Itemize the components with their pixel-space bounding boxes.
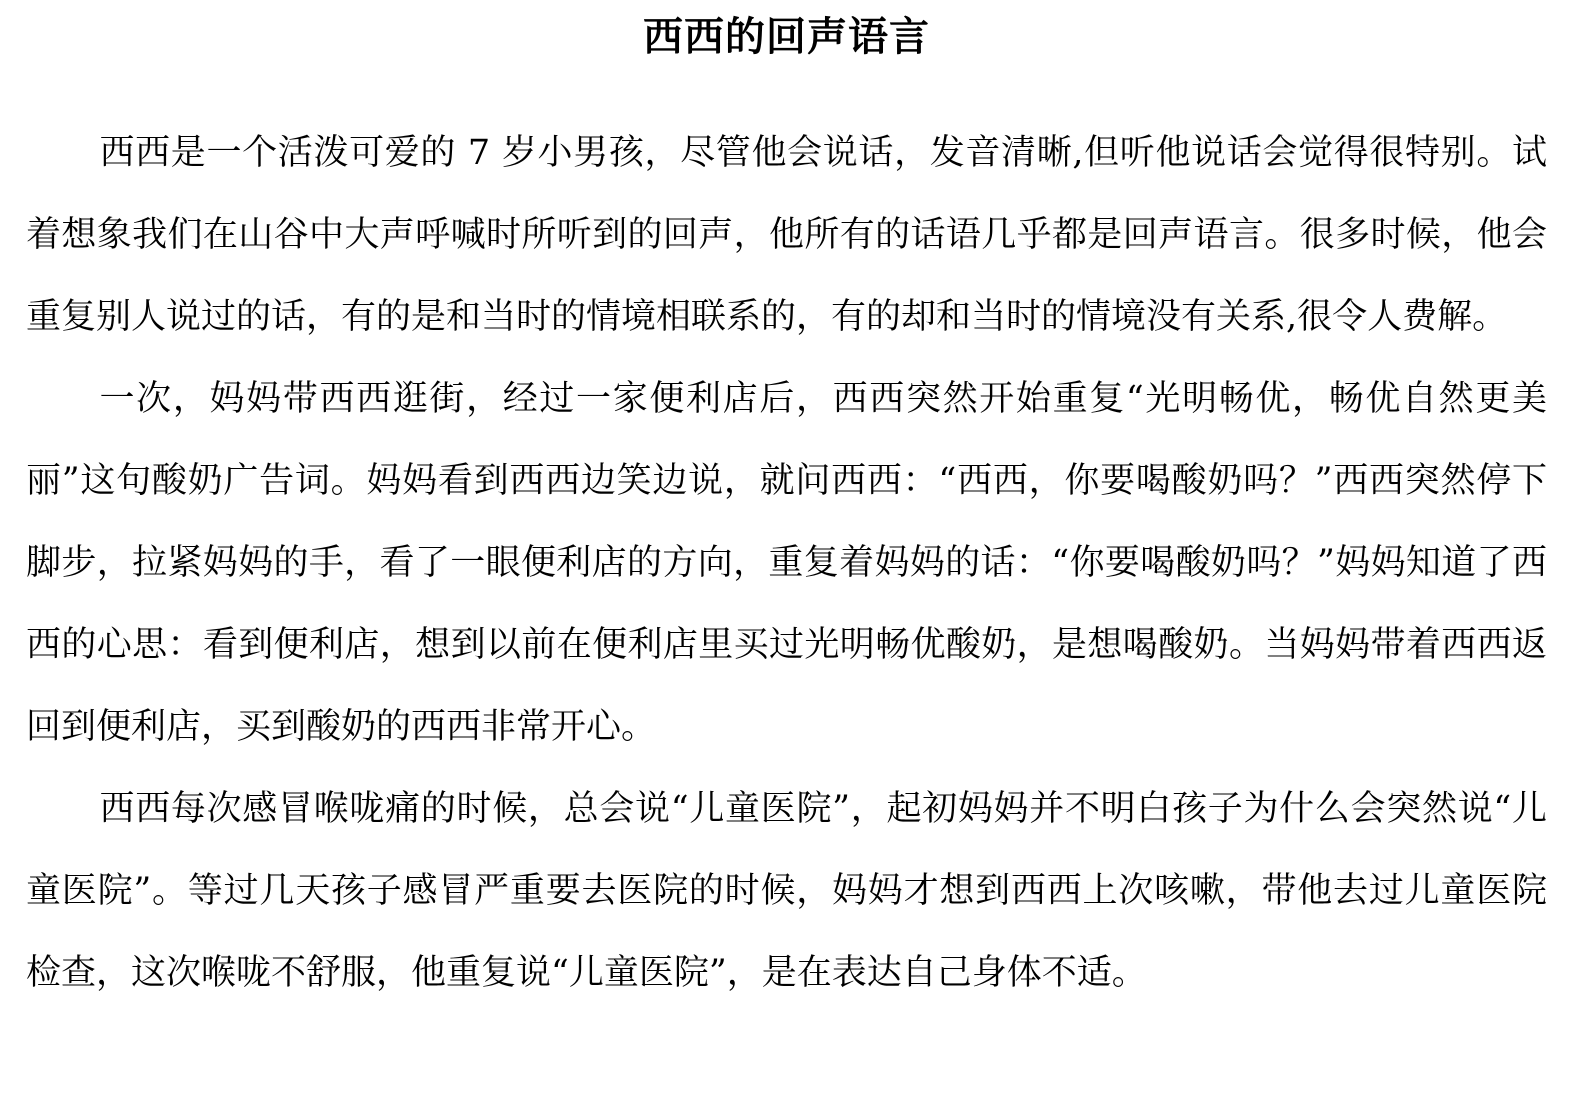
paragraph-1: 西西是一个活泼可爱的 7 岁小男孩，尽管他会说话，发音清晰,但听他说话会觉得很特别。试着想象我们在山谷中大声呼喊时所听到的回声，他所有的话语几乎都是回声语言。很多时候，他会重复别人说过的话，有的是和当时的情境相联系的，有的却和当时的情境没有关系,很令人费解。 [26,133,1547,337]
document-page [26,0,1547,993]
document-body [26,112,1547,1014]
paragraph-2: 一次，妈妈带西西逛街，经过一家便利店后，西西突然开始重复“光明畅优，畅优自然更美丽”这句酸奶广告词。妈妈看到西西边笑边说，就问西西：“西西，你要喝酸奶吗？”西西突然停下脚步，拉紧妈妈的手，看了一眼便利店的方向，重复着妈妈的话：“你要喝酸奶吗？”妈妈知道了西西的心思：看到便利店，想到以前在便利店里买过光明畅优酸奶，是想喝酸奶。当妈妈带着西西返回到便利店，买到酸奶的西西非常开心。 [26,379,1547,747]
document-title: 西西的回声语言 [643,13,930,60]
paragraph-3: 西西每次感冒喉咙痛的时候，总会说“儿童医院”，起初妈妈并不明白孩子为什么会突然说“儿童医院”。等过几天孩子感冒严重要去医院的时候，妈妈才想到西西上次咳嗽，带他去过儿童医院检查，这次喉咙不舒服，他重复说“儿童医院”，是在表达自己身体不适。 [26,789,1547,993]
